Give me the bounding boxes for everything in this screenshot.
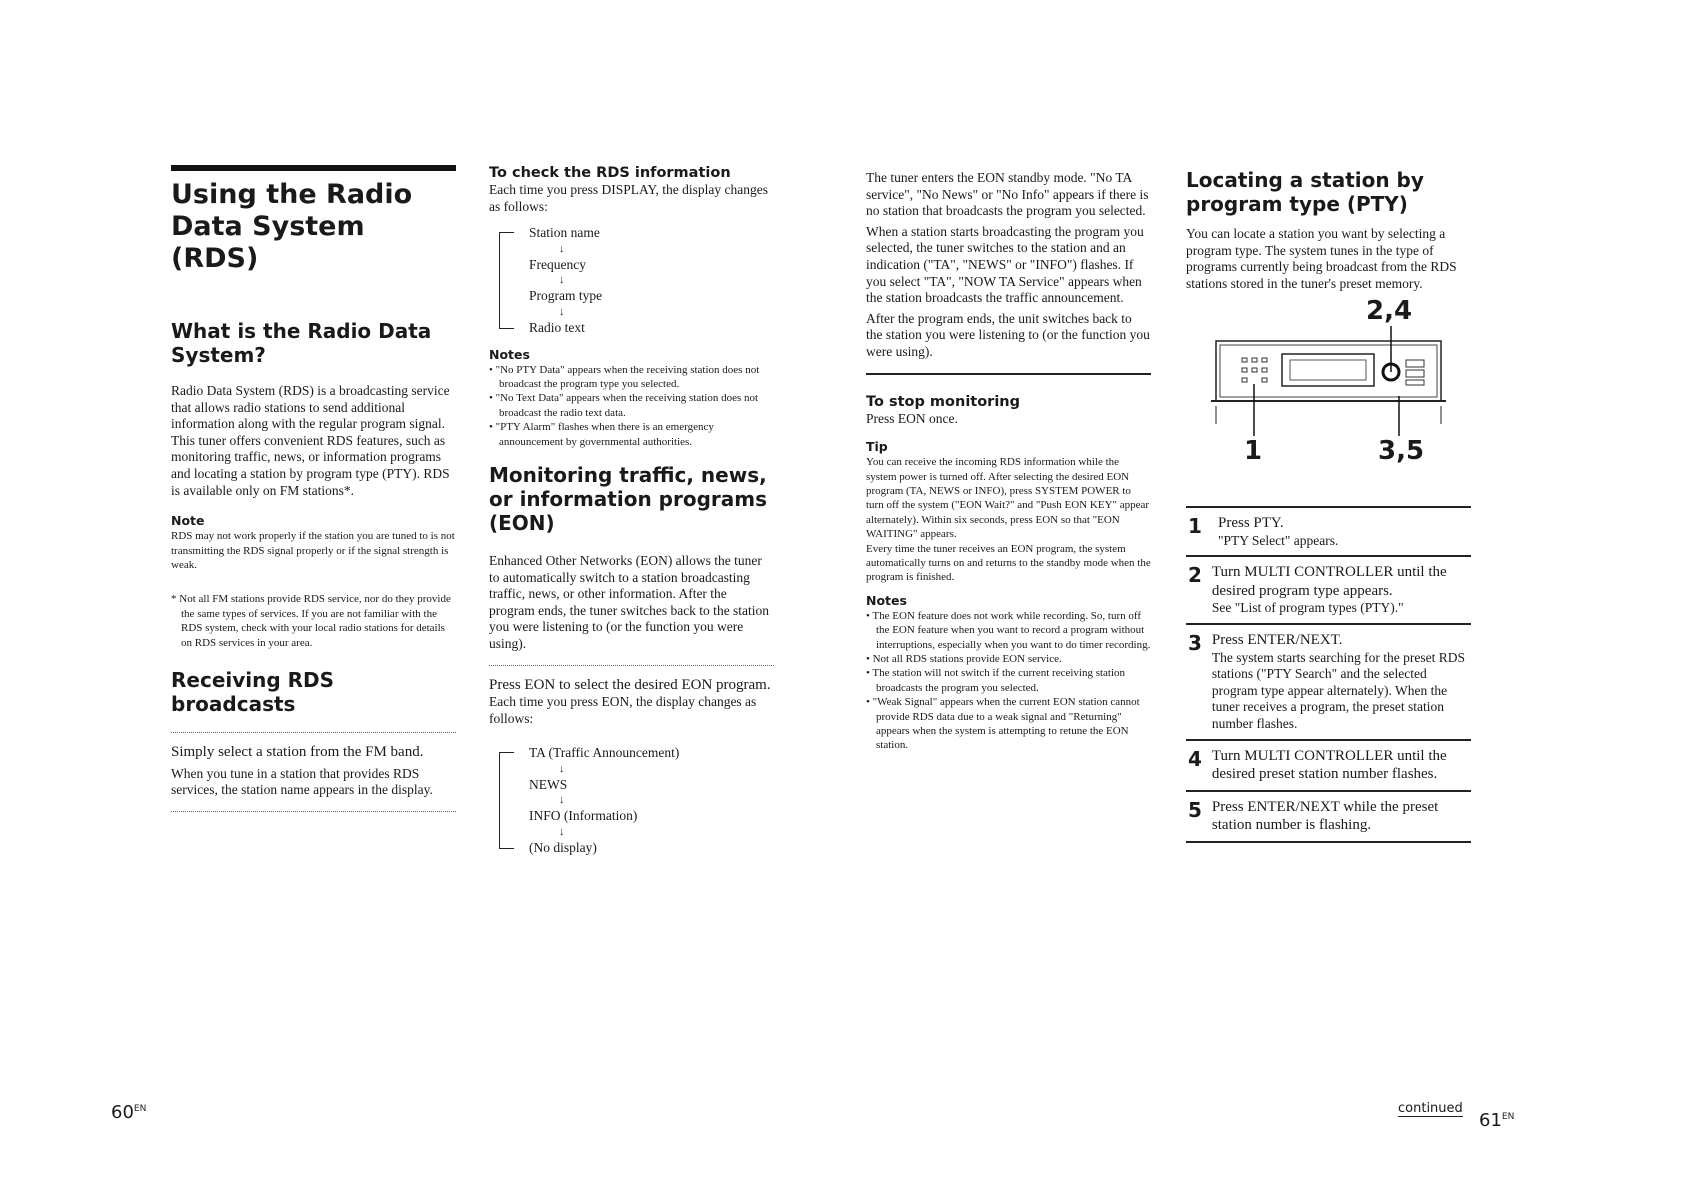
tuner-front-panel-illustration xyxy=(1186,296,1471,496)
step-lead: Turn MULTI CONTROLLER until the desired program type appears. xyxy=(1211,564,1447,599)
pty-heading: Locating a station by program type (PTY) xyxy=(1186,168,1424,216)
cycle-item: Station name xyxy=(529,225,600,241)
step-detail: The system starts searching for the preset RDS stations ("PTY Search" and the selected program type appear alternately). When the tuner receives a program, the preset station number flashes. xyxy=(1211,649,1465,731)
stop-heading: To stop monitoring xyxy=(866,393,1021,410)
arrow-down-icon: ↓ xyxy=(559,826,565,839)
eon-each: Each time you press EON, the display changes as follows: xyxy=(489,694,757,726)
tip-body-2: Every time the tuner receives an EON program, the system automatically turns on and returns to the standby mode when the program is finished. xyxy=(866,542,1151,584)
arrow-down-icon: ↓ xyxy=(559,274,565,287)
cycle-item: (No display) xyxy=(529,840,597,856)
note-item: • "Weak Signal" appears when the current EON station cannot provide RDS data due to a weak signal and "Returning" appears when the system is attempting to retune the EON station. xyxy=(866,695,1151,753)
eon-switch-text: When a station starts broadcasting the program you selected, the tuner switches to the station and an indication ("TA", "NEWS" or "INFO") flashes. If you select "TA", "NOW TA Service" appears when the station broadcasts the traffic announcement. xyxy=(866,223,1144,306)
step-number: 4 xyxy=(1188,746,1202,771)
column-4 xyxy=(1186,168,1471,843)
pty-body: You can locate a station you want by selecting a program type. The system tunes in the type of programs currently being broadcast from the RDS stations stored in the tuner's preset memory. xyxy=(1186,226,1457,291)
cycle-item: Radio text xyxy=(529,319,585,335)
step-number: 5 xyxy=(1188,797,1202,822)
callout-3-5: 3,5 xyxy=(1378,436,1425,467)
note-item: • Not all RDS stations provide EON service. xyxy=(866,652,1151,666)
cycle-item: Program type xyxy=(529,288,603,304)
step-1 xyxy=(1186,506,1471,555)
check-rds-heading: To check the RDS information xyxy=(489,165,731,181)
eon-body: Enhanced Other Networks (EON) allows the tuner to automatically switch to a station broadcasting traffic, news, or other information. After the program ends, the tuner switches back to the station you were listening to (or the function you were using). xyxy=(489,553,770,651)
column-2 xyxy=(489,164,774,857)
steps-list xyxy=(1186,506,1471,842)
footnote: * Not all FM stations provide RDS service, nor do they provide the same types of services. If you are not familiar with the RDS system, check with your local radio stations for details on RDS services in your area. xyxy=(171,593,451,649)
column-1 xyxy=(171,165,456,812)
check-rds-body: Each time you press DISPLAY, the display changes as follows: xyxy=(489,182,768,214)
callout-1: 1 xyxy=(1244,436,1263,467)
eon-heading: Monitoring traffic, news, or information programs (EON) xyxy=(489,463,767,535)
notes-list xyxy=(489,363,774,449)
cycle-item: TA (Traffic Announcement) xyxy=(529,745,680,761)
cycle-item: Frequency xyxy=(529,256,586,272)
arrow-down-icon: ↓ xyxy=(559,794,565,807)
step-lead: Press ENTER/NEXT while the preset station number is flashing. xyxy=(1211,798,1439,834)
cycle-item: INFO (Information) xyxy=(529,808,638,824)
arrow-down-icon: ↓ xyxy=(559,242,565,255)
note-item: • "PTY Alarm" flashes when there is an emergency announcement by governmental authorities. xyxy=(489,420,774,449)
eon-cycle-diagram xyxy=(489,745,774,856)
page-suffix: EN xyxy=(1501,1112,1515,1122)
note-body: RDS may not work properly if the station you are tuned to is not transmitting the RDS signal properly or if the signal strength is weak. xyxy=(171,530,455,571)
eon-standby-text: The tuner enters the EON standby mode. "No TA service", "No News" or "No Info" appears if there is no station that broadcasts the program you selected. xyxy=(866,170,1149,219)
notes-heading: Notes xyxy=(866,592,907,608)
note-item: • "No Text Data" appears when the receiving station does not broadcast the radio text data. xyxy=(489,391,774,420)
display-cycle-diagram xyxy=(489,225,774,336)
notes-heading: Notes xyxy=(489,346,530,362)
notes-list xyxy=(866,609,1151,753)
callout-2-4: 2,4 xyxy=(1366,296,1413,327)
arrow-down-icon: ↓ xyxy=(559,305,565,318)
page-suffix: EN xyxy=(133,1104,147,1114)
column-3 xyxy=(866,170,1151,753)
note-item: • "No PTY Data" appears when the receiving station does not broadcast the program type you selected. xyxy=(489,363,774,392)
step-detail: See "List of program types (PTY)." xyxy=(1211,600,1404,616)
step-number: 1 xyxy=(1188,514,1202,539)
page-number-left xyxy=(111,1102,146,1123)
page-number: 61 xyxy=(1479,1110,1502,1131)
step-lead: Press ENTER/NEXT. xyxy=(1211,632,1343,649)
step-2 xyxy=(1186,555,1471,623)
step-3 xyxy=(1186,623,1471,738)
note-heading: Note xyxy=(171,513,205,529)
cycle-item: NEWS xyxy=(529,776,568,792)
receiving-lead: Simply select a station from the FM band. xyxy=(171,744,424,760)
step-5 xyxy=(1186,790,1471,841)
step-number: 3 xyxy=(1188,631,1202,656)
receiving-heading: Receiving RDS broadcasts xyxy=(171,668,335,716)
page-title: Using the Radio Data System (RDS) xyxy=(171,179,413,274)
what-body: Radio Data System (RDS) is a broadcasting service that allows radio stations to send additional information along with the regular program signal. This tuner offers convenient RDS features, such as monitoring traffic, news, or information programs and locating a station by program type (PTY). RDS is available only on FM stations*. xyxy=(171,383,450,498)
note-item: • The station will not switch if the current receiving station broadcasts the program you selected. xyxy=(866,666,1151,695)
eon-lead: Press EON to select the desired EON program. xyxy=(489,676,771,693)
step-4 xyxy=(1186,739,1471,790)
what-heading: What is the Radio Data System? xyxy=(171,319,432,367)
note-item: • The EON feature does not work while recording. So, turn off the EON feature when you want to record a program without interruptions, especially when you want to do timer recording. xyxy=(866,609,1151,652)
step-lead: Turn MULTI CONTROLLER until the desired preset station number flashes. xyxy=(1211,747,1447,783)
step-detail: "PTY Select" appears. xyxy=(1218,532,1339,548)
stop-body: Press EON once. xyxy=(866,410,958,426)
arrow-down-icon: ↓ xyxy=(559,762,565,775)
eon-return-text: After the program ends, the unit switches back to the station you were listening to (or the function you were using). xyxy=(866,310,1150,359)
page-number-right xyxy=(1479,1110,1514,1131)
step-lead: Press PTY. xyxy=(1218,515,1284,532)
page-number: 60 xyxy=(111,1102,134,1123)
step-number: 2 xyxy=(1188,563,1202,588)
tip-heading: Tip xyxy=(866,439,888,455)
receiving-body: When you tune in a station that provides RDS services, the station name appears in the display. xyxy=(171,765,433,798)
continued-label: continued xyxy=(1398,1101,1463,1116)
tuner-diagram xyxy=(1186,296,1471,496)
tip-body: You can receive the incoming RDS information while the system power is turned off. After selecting the desired EON program (TA, NEWS or INFO), press SYSTEM POWER to turn off the system ("EON Wait?" and "Push EON KEY" appear alternately). Within six seconds, press EON so that "EON WAITING" appears. xyxy=(866,456,1150,541)
